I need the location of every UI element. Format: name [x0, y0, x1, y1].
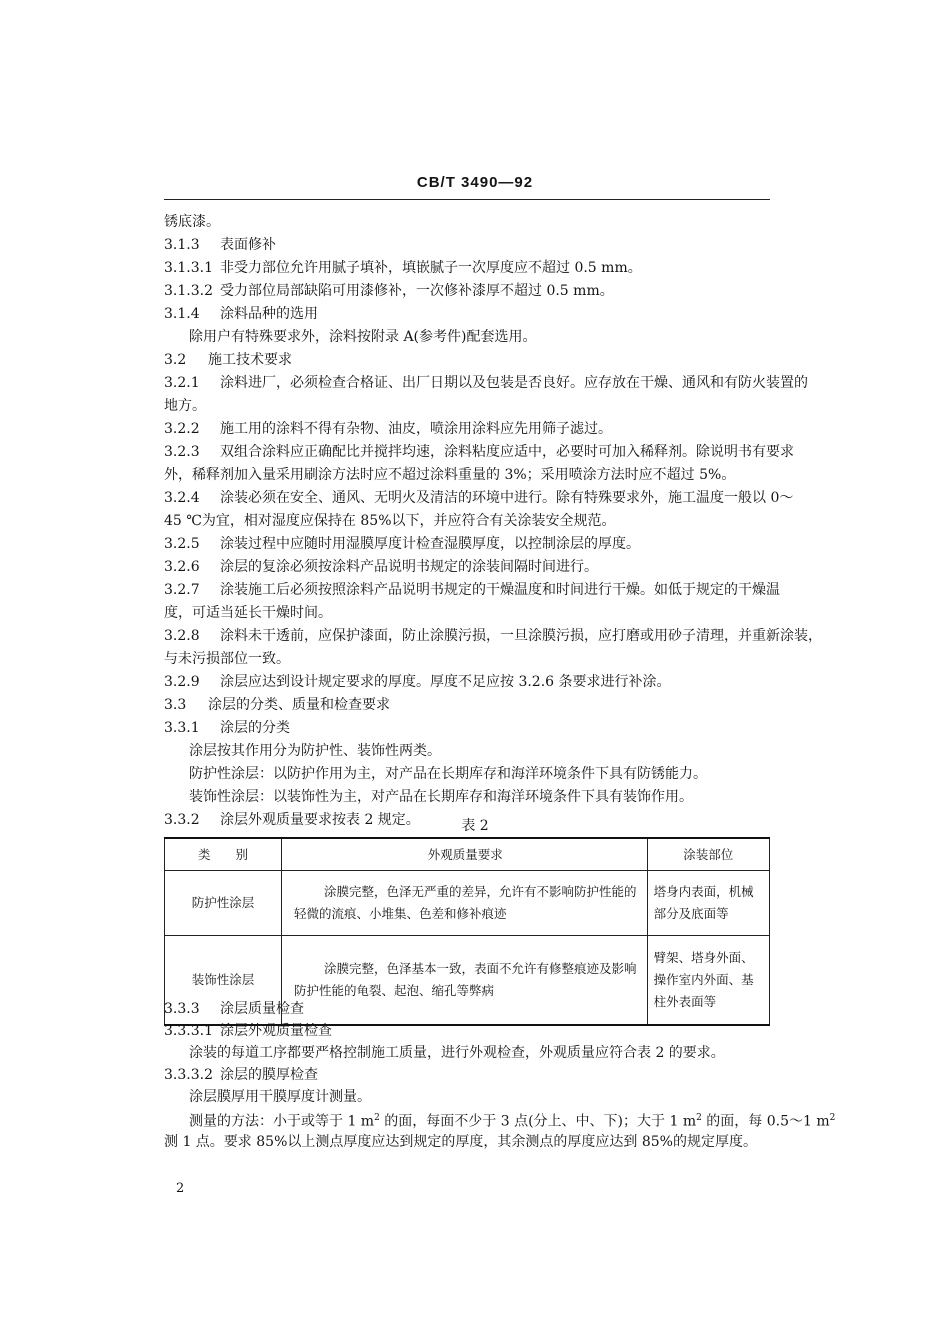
superscript: 2: [829, 1113, 836, 1123]
text-line: [164, 257, 642, 279]
clause-number: 3.2.4: [164, 490, 200, 506]
text-line: [164, 510, 616, 532]
row-requirement: 涂膜完整，色泽无严重的差异，允许有不影响防护性能的轻微的流痕、小堆集、色差和修补痕迹: [282, 871, 648, 936]
clause-number: 3.3.3: [164, 1001, 200, 1017]
col-header-category: 类 别: [165, 838, 282, 871]
clause-text: 涂层应达到设计规定要求的厚度。厚度不足应按 3.2.6 条要求进行补涂。: [220, 674, 671, 690]
clause-number: 3.2.9: [164, 674, 200, 690]
text-line: [164, 349, 292, 371]
text-line: [189, 1086, 371, 1108]
text-line: [164, 1020, 332, 1042]
text-line: [189, 1042, 725, 1064]
clause-number: 3.1.4: [164, 306, 200, 322]
clause-number: 3.1.3.2: [164, 283, 213, 299]
clause-text: 涂装必须在安全、通风、无明火及清洁的环境中进行。除有特殊要求外，施工温度一般以 0～: [220, 490, 794, 506]
clause-text: 外，稀释剂加入量采用刷涂方法时应不超过涂料重量的 3%；采用喷涂方法时应不超过 5%。: [164, 467, 736, 483]
clause-text: 受力部位局部缺陷可用漆修补，一次修补漆厚不超过 0.5 mm。: [220, 283, 614, 299]
clause-text: 施工用的涂料不得有杂物、油皮，喷涂用涂料应先用筛子滤过。: [220, 421, 612, 437]
text-line: [164, 303, 318, 325]
clause-text: 涂料品种的选用: [220, 306, 318, 322]
text-line: [164, 533, 640, 555]
text-line: [164, 579, 780, 601]
clause-text: 涂层的复涂必须按涂料产品说明书规定的涂装间隔时间进行。: [220, 559, 598, 575]
clause-text: 除用户有特殊要求外，涂料按附录 A(参考件)配套选用。: [189, 329, 537, 345]
clause-text: 施工技术要求: [208, 352, 292, 368]
row-category: 防护性涂层: [165, 871, 282, 936]
clause-number: 3.1.3.1: [164, 260, 213, 276]
text-line: [164, 372, 808, 394]
clause-text: 涂层膜厚用干膜厚度计测量。: [189, 1089, 371, 1105]
clause-text: 涂层质量检查: [220, 1001, 304, 1017]
clause-text: 涂层外观质量要求按表 2 规定。: [220, 812, 420, 828]
text-line: [164, 395, 206, 417]
clause-number: 3.2.1: [164, 375, 200, 391]
clause-number: 3.3: [164, 697, 187, 713]
text-line: [164, 625, 822, 647]
clause-number: 3.2.7: [164, 582, 200, 598]
clause-number: 3.2.2: [164, 421, 200, 437]
col-header-requirement: 外观质量要求: [282, 838, 648, 871]
text-line: [164, 694, 390, 716]
clause-number: 3.1.3: [164, 237, 200, 253]
clause-text: 与未污损部位一致。: [164, 651, 290, 667]
clause-number: 3.3.3.2: [164, 1067, 213, 1083]
text-line: [164, 234, 276, 256]
measure-line: [189, 1107, 835, 1133]
clause-text: 双组合涂料应正确配比并搅拌均速，涂料粘度应适中，必要时可加入稀释剂。除说明书有要求: [220, 444, 794, 460]
measure-text-a: 测量的方法：小于或等于 1 m: [189, 1113, 375, 1130]
standard-header: CB/T 3490—92: [416, 174, 534, 191]
clause-number: 3.3.1: [164, 720, 200, 736]
row-requirement: 涂膜完整，色泽基本一致，表面不允许有修整痕迹及影响防护性能的龟裂、起泡、缩孔等弊病: [282, 936, 648, 1026]
clause-text: 地方。: [164, 398, 206, 414]
text-line: [164, 648, 290, 670]
clause-number: 3.3.3.1: [164, 1023, 213, 1039]
row-category: 装饰性涂层: [165, 936, 282, 1026]
header-rule: [164, 199, 770, 200]
clause-text: 涂装过程中应随时用湿膜厚度计检查湿膜厚度，以控制涂层的厚度。: [220, 536, 640, 552]
indented-paragraph: 装饰性涂层：以装饰性为主，对产品在长期库存和海洋环境条件下具有装饰作用。: [189, 789, 693, 805]
clause-text: 45 ℃为宜，相对湿度应保持在 85%以下，并应符合有关涂装安全规范。: [164, 513, 616, 529]
clause-number: 3.2.5: [164, 536, 200, 552]
indented-paragraph: 防护性涂层：以防护作用为主，对产品在长期库存和海洋环境条件下具有防锈能力。: [189, 766, 707, 782]
row-location: 臂架、塔身外面、操作室内外面、基柱外表面等: [647, 936, 769, 1026]
measure-text-c: 的面，每 0.5～1 m: [701, 1113, 830, 1130]
text-line: [164, 280, 614, 302]
text-line: [189, 326, 536, 348]
text-line: [164, 464, 735, 486]
text-line: [164, 211, 220, 233]
clause-text: 涂层的膜厚检查: [220, 1067, 318, 1083]
clause-text: 涂装施工后必须按照涂料产品说明书规定的干燥温度和时间进行干燥。如低于规定的干燥温: [220, 582, 780, 598]
text-line: [164, 602, 332, 624]
clause-text: 度，可适当延长干燥时间。: [164, 605, 332, 621]
text-line: [164, 998, 304, 1020]
col-header-location: 涂装部位: [647, 838, 769, 871]
clause-number: 3.3.2: [164, 812, 200, 828]
measure-line-2: 测 1 点。要求 85%以上测点厚度应达到规定的厚度，其余测点的厚度应达到 85%的规定厚度。: [164, 1134, 757, 1150]
superscript: 2: [374, 1113, 380, 1123]
text-line: [164, 418, 612, 440]
clause-number: 3.2.8: [164, 628, 200, 644]
text-line: [164, 556, 598, 578]
clause-text: 涂料进厂，必须检查合格证、出厂日期以及包装是否良好。应存放在干燥、通风和有防火装置的: [220, 375, 808, 391]
superscript: 2: [696, 1113, 702, 1123]
clause-text: 涂料未干透前，应保护漆面，防止涂膜污损，一旦涂膜污损，应打磨或用砂子清理，并重新涂装，: [220, 628, 822, 644]
clause-number: 3.2: [164, 352, 187, 368]
clause-text: 非受力部位允许用腻子填补，填嵌腻子一次厚度应不超过 0.5 mm。: [220, 260, 642, 276]
clause-text: 涂装的每道工序都要严格控制施工质量，进行外观检查，外观质量应符合表 2 的要求。: [189, 1045, 725, 1061]
clause-number: 3.2.6: [164, 559, 200, 575]
clause-text: 锈底漆。: [164, 214, 220, 230]
clause-text: 涂层的分类: [220, 720, 290, 736]
table-caption: 表 2: [461, 818, 489, 834]
text-line: [164, 671, 671, 693]
clause-text: 涂层外观质量检查: [220, 1023, 332, 1039]
text-line: [164, 441, 794, 463]
measure-text-b: 的面，每面不少于 3 点(分上、中、下)；大于 1 m: [379, 1113, 697, 1130]
text-line: [164, 1064, 318, 1086]
table-row: [165, 871, 770, 936]
text-line: [164, 717, 290, 739]
indented-paragraph: 涂层按其作用分为防护性、装饰性两类。: [189, 743, 441, 759]
page-number: 2: [176, 1181, 185, 1196]
clause-text: 表面修补: [220, 237, 276, 253]
text-line: [164, 487, 793, 509]
clause-text: 涂层的分类、质量和检查要求: [208, 697, 390, 713]
row-location: 塔身内表面，机械部分及底面等: [647, 871, 769, 936]
clause-number: 3.2.3: [164, 444, 200, 460]
